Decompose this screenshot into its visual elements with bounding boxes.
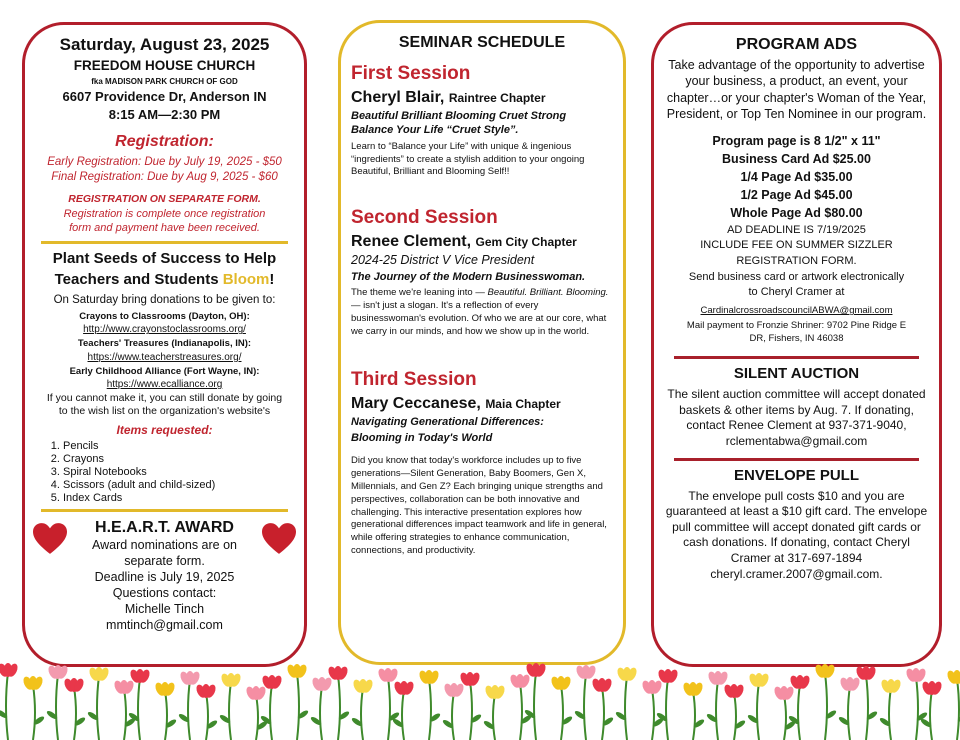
- speaker-name: Renee Clement,: [351, 233, 472, 250]
- desc-part: The theme we're leaning into —: [351, 287, 488, 299]
- speaker-name: Cheryl Blair,: [351, 88, 445, 106]
- heart-award-contact-email: mmtinch@gmail.com: [106, 617, 223, 632]
- plant-seeds-heading-1: Plant Seeds of Success to Help: [52, 250, 277, 268]
- venue-address: 6607 Providence Dr, Anderson IN: [62, 89, 267, 105]
- flower: [905, 667, 929, 740]
- flower: [154, 681, 178, 740]
- flower: [195, 683, 219, 740]
- flower: [286, 663, 310, 740]
- list-item: 2. Crayons: [63, 453, 292, 466]
- session-2-role: 2024-25 District V Vice President: [351, 253, 535, 268]
- flower: [219, 672, 243, 740]
- heart-award-title: H.E.A.R.T. AWARD: [95, 518, 234, 536]
- send-artwork-1: Send business card or artwork electronically: [688, 270, 905, 283]
- flower: [879, 678, 903, 740]
- flower: [615, 666, 639, 740]
- flower: [310, 676, 334, 740]
- ad-deadline: AD DEADLINE IS 7/19/2025: [727, 224, 866, 237]
- flower: [574, 664, 598, 740]
- desc-theme: Beautiful. Brilliant. Blooming.: [487, 287, 609, 299]
- flower: [442, 682, 466, 740]
- exclaim: !: [269, 271, 275, 289]
- flower: [113, 679, 137, 740]
- silent-auction-title: SILENT AUCTION: [733, 365, 860, 383]
- list-item: 4. Scissors (adult and child-sized): [63, 479, 292, 492]
- flower: [855, 665, 879, 740]
- separate-form-note: REGISTRATION ON SEPARATE FORM.: [68, 193, 261, 206]
- flower: [22, 675, 46, 740]
- flower: [327, 665, 351, 740]
- wish-list-note-1: If you cannot make it, you can still donate by going: [46, 392, 283, 405]
- org-crayons: Crayons to Classrooms (Dayton, OH):: [79, 310, 250, 322]
- program-page-size: Program page is 8 1/2" x 11": [712, 134, 881, 149]
- flower: [418, 669, 442, 740]
- divider: [41, 509, 288, 512]
- link-crayons[interactable]: http://www.crayonstoclassrooms.org/: [83, 324, 246, 336]
- session-3-description: Did you know that today's workforce includes up to five generations—Silent Generation, Baby Boomers, Gen X, Millennials, and Gen Z? Each bringing unique strengths and perspectives, collaboration can be both innovative and challenging. This interactive presentation explores how generational differences impact teamwork and life in general, while offering strategies to enhance communication, connections, and productivity.: [351, 455, 607, 556]
- items-heading: Items requested:: [116, 423, 213, 438]
- heart-award-deadline: Deadline is July 19, 2025: [94, 569, 235, 584]
- items-list: [63, 440, 292, 506]
- heart-award-section: [37, 518, 292, 633]
- heart-icon: [262, 522, 296, 556]
- heart-award-contact-label: Questions contact:: [112, 585, 217, 600]
- speaker-chapter: Gem City Chapter: [475, 235, 577, 249]
- flower: [814, 663, 838, 740]
- flower: [483, 684, 507, 740]
- list-item: 5. Index Cards: [63, 492, 292, 505]
- flower: [178, 670, 202, 740]
- heart-award-contact-name: Michelle Tinch: [124, 601, 205, 616]
- seminar-schedule-panel: [338, 20, 626, 665]
- flower: [706, 670, 730, 740]
- flower: [550, 675, 574, 740]
- ad-price: 1/4 Page Ad $35.00: [740, 170, 853, 185]
- flower: [46, 664, 70, 740]
- mail-payment-1: Mail payment to Fronzie Shriner: 9702 Pine Ridge E: [686, 319, 907, 331]
- session-2-speaker: [351, 232, 613, 251]
- wish-list-note-2: to the wish list on the organization's website's: [58, 404, 271, 417]
- speaker-chapter: Maia Chapter: [485, 396, 561, 411]
- include-fee-1: INCLUDE FEE ON SUMMER SIZZLER: [700, 239, 893, 252]
- session-2-description: [351, 287, 613, 338]
- flower: [682, 681, 706, 740]
- flower: [591, 677, 615, 740]
- session-1-description: Learn to “Balance your Life” with unique & ingenious “ingredients” to create a stylish addition to your ongoing Beautiful, Brilliant and Blooming Self!!: [351, 140, 585, 178]
- link-ecalliance[interactable]: https://www.ecalliance.org: [106, 379, 223, 391]
- divider: [674, 458, 919, 461]
- program-ads-title: PROGRAM ADS: [735, 36, 858, 53]
- registration-heading: Registration:: [115, 133, 214, 151]
- flower: [723, 683, 747, 740]
- program-ads-intro: Take advantage of the opportunity to advertise your business, a product, an event, your chapter…or your chapter's Woman of the Year, President, or Top Ten Nominee in our program.: [666, 58, 927, 121]
- divider: [41, 241, 288, 244]
- heart-icon: [33, 522, 67, 556]
- heart-award-line-2: separate form.: [124, 553, 205, 568]
- event-info-panel: [22, 22, 307, 667]
- ad-price: Business Card Ad $25.00: [722, 152, 871, 167]
- session-2-subtitle: The Journey of the Modern Businesswoman.: [351, 271, 586, 284]
- session-1-subtitle-2: Balance Your Life “Cruet Style”.: [351, 124, 519, 137]
- event-date: Saturday, August 23, 2025: [59, 35, 270, 54]
- flower: [920, 680, 944, 740]
- session-3-subtitle-2: Blooming in Today's World: [351, 432, 493, 445]
- flower: [838, 676, 862, 740]
- plant-text: Teachers and Students: [54, 271, 223, 289]
- list-item: 1. Pencils: [63, 440, 292, 453]
- desc-part: — isn't just a slogan. It's a reflection of every businesswoman's evolution. Of who we are at our core, what we carry in our minds, and how we show up in the world.: [351, 300, 607, 337]
- list-item: 3. Spiral Notebooks: [63, 466, 292, 479]
- org-teachers: Teachers' Treasures (Indianapolis, IN):: [77, 338, 252, 350]
- plant-seeds-heading-2: [37, 271, 292, 289]
- flower: [392, 680, 416, 740]
- flower: [509, 673, 533, 740]
- seminar-title: SEMINAR SCHEDULE: [398, 34, 566, 51]
- bloom-word: Bloom: [222, 271, 270, 289]
- flower: [459, 671, 483, 740]
- flower: [260, 674, 284, 740]
- program-ads-panel: [651, 22, 942, 667]
- flower: [245, 685, 269, 740]
- flower: [946, 669, 960, 740]
- session-2-heading: Second Session: [351, 207, 498, 229]
- flower: [788, 674, 812, 740]
- session-1-heading: First Session: [351, 63, 471, 85]
- session-3-speaker: [351, 394, 613, 413]
- send-artwork-2: to Cheryl Cramer at: [748, 285, 845, 298]
- ads-email-link[interactable]: CardinalcrossroadscouncilABWA@gmail.com: [700, 305, 893, 317]
- include-fee-2: REGISTRATION FORM.: [736, 254, 857, 267]
- divider: [674, 356, 919, 359]
- donation-intro: On Saturday bring donations to be given to:: [53, 294, 276, 307]
- speaker-name: Mary Ceccanese,: [351, 394, 481, 412]
- session-3-heading: Third Session: [351, 368, 477, 390]
- registration-complete-1: Registration is complete once registration: [63, 207, 266, 220]
- registration-complete-2: form and payment have been received.: [69, 221, 260, 234]
- envelope-pull-text: The envelope pull costs $10 and you are guaranteed at least a $10 gift card. The envelope pull committee will accept donated gift cards or cash donations. If donating, contact Cheryl Cramer at 317-697-1894 cheryl.cramer.2007@gmail.com.: [665, 488, 928, 581]
- event-time: 8:15 AM—2:30 PM: [108, 106, 221, 122]
- flower: [656, 668, 680, 740]
- mail-payment-2: DR, Fishers, IN 46038: [749, 332, 844, 344]
- silent-auction-text: The silent auction committee will accept donated baskets & other items by Aug. 7. If donating, contact Renee Clement at 937-371-9040, rclementabwa@gmail.com: [667, 387, 926, 449]
- heart-award-line-1: Award nominations are on: [92, 537, 237, 552]
- flower: [524, 662, 548, 740]
- flower: [87, 666, 111, 740]
- flower-border: [0, 662, 960, 740]
- envelope-pull-title: ENVELOPE PULL: [733, 466, 860, 484]
- flower: [63, 677, 87, 740]
- link-teachers[interactable]: https://www.teacherstreasures.org/: [87, 351, 242, 363]
- flower: [128, 668, 152, 740]
- session-1-speaker: [351, 88, 613, 107]
- session-3-subtitle-1: Navigating Generational Differences:: [351, 415, 544, 428]
- flower: [641, 679, 665, 740]
- venue-fka: fka MADISON PARK CHURCH OF GOD: [91, 76, 238, 86]
- early-registration: Early Registration: Due by July 19, 2025 - $50: [47, 155, 282, 168]
- speaker-chapter: Raintree Chapter: [448, 90, 546, 105]
- flower: [377, 667, 401, 740]
- session-1-subtitle-1: Beautiful Brilliant Blooming Cruet Strong: [351, 110, 567, 123]
- flower: [747, 672, 771, 740]
- flower: [0, 662, 19, 740]
- flower: [773, 685, 797, 740]
- venue-name: FREEDOM HOUSE CHURCH: [73, 58, 256, 74]
- org-ecalliance: Early Childhood Alliance (Fort Wayne, IN):: [69, 365, 260, 377]
- final-registration: Final Registration: Due by Aug 9, 2025 - $60: [51, 171, 278, 184]
- ad-price: 1/2 Page Ad $45.00: [740, 188, 853, 203]
- flower: [351, 678, 375, 740]
- ad-price: Whole Page Ad $80.00: [730, 206, 863, 221]
